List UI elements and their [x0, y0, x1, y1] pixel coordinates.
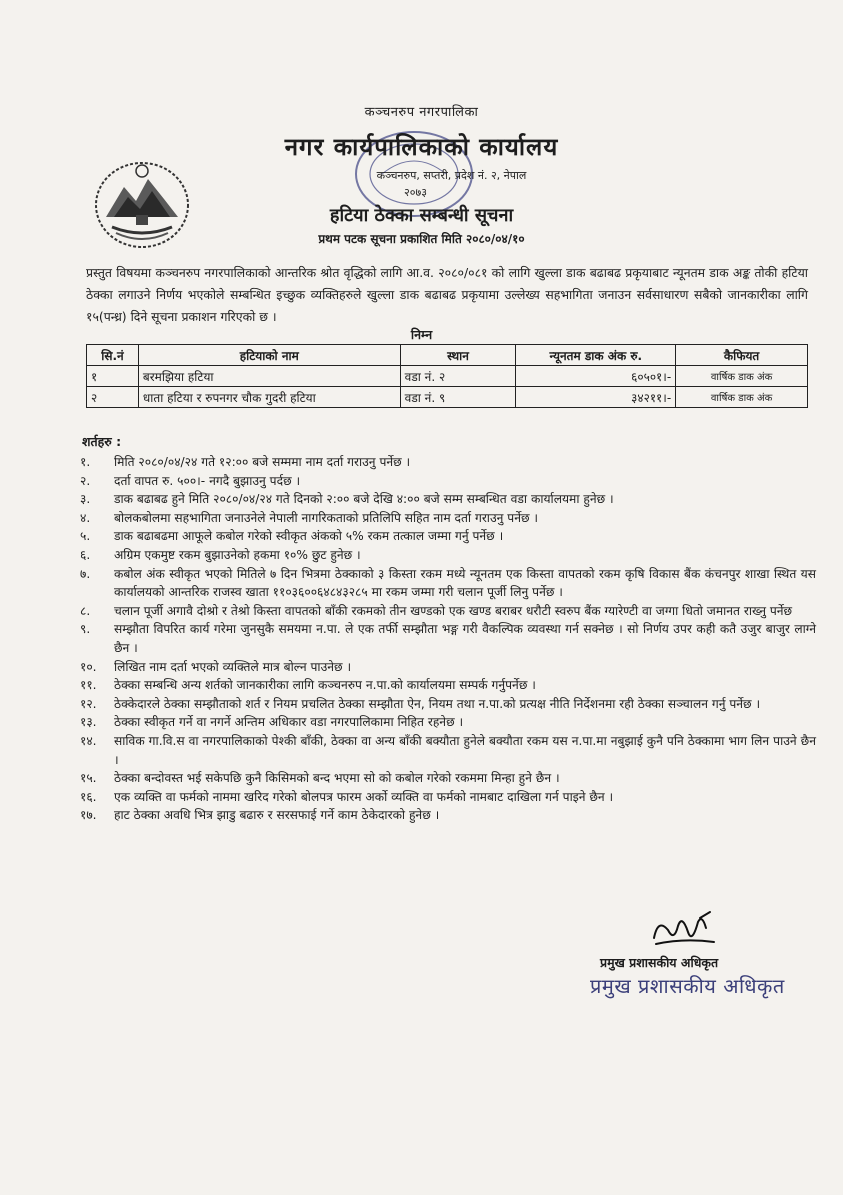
list-item: [80, 509, 816, 528]
list-item: [80, 658, 816, 677]
term-number: ८.: [80, 603, 91, 618]
list-item: [80, 695, 816, 714]
term-text: सम्झौता विपरित कार्य गरेमा जुनसुकै समयमा न.पा. ले एक तर्फी सम्झौता भङ्ग गरी वैकल्पिक व्यवस्था गर्न सक्नेछ । सो निर्णय उपर कही कतै उजुर बाजुर लाग्ने छैन ।: [114, 622, 816, 655]
term-number: १४.: [80, 733, 97, 748]
term-number: १६.: [80, 789, 97, 804]
term-number: ९.: [80, 622, 91, 637]
term-number: ५.: [80, 529, 91, 544]
office-title: नगर कार्यपालिकाको कार्यालय: [284, 133, 559, 161]
municipality-name: कञ्चनरुप नगरपालिका: [364, 105, 479, 120]
cell-location: वडा नं. ९: [400, 387, 516, 408]
hatiya-table: [86, 344, 808, 408]
term-number: ४.: [80, 510, 91, 525]
term-number: २.: [80, 473, 91, 488]
term-number: ३.: [80, 492, 91, 507]
term-number: ६.: [80, 547, 91, 562]
office-address: कञ्चनरुप, सप्तरी, प्रदेश नं. २, नेपाल: [376, 169, 527, 182]
table-caption: निम्न: [410, 327, 433, 342]
term-number: ७.: [80, 566, 91, 581]
header-min-bid: न्यूनतम डाक अंक रु.: [516, 345, 676, 366]
term-text: ठेक्केदारले ठेक्का सम्झौताको शर्त र नियम प्रचलित ठेक्का सम्झौता ऐन, नियम तथा न.पा.को प्रत्यक्ष नीति निर्देशनमा रही ठेक्का सञ्चालन गर्नु पर्नेछ ।: [114, 696, 761, 711]
list-item: [80, 806, 816, 825]
list-item: [80, 620, 816, 657]
notice-subject: हटिया ठेक्का सम्बन्धी सूचना: [329, 205, 514, 226]
term-number: ११.: [80, 678, 97, 693]
term-text: मिति २०८०/०४/२४ गते १२:०० बजे सम्ममा नाम दर्ता गराउनु पर्नेछ ।: [114, 455, 411, 469]
term-text: डाक बढाबढ हुने मिति २०८०/०४/२४ गते दिनको २:०० बजे देखि ४:०० बजे सम्म सम्बन्धित वडा कार्यालयमा हुनेछ ।: [114, 492, 614, 507]
list-item: [80, 788, 816, 807]
signatory-title: प्रमुख प्रशासकीय अधिकृत: [600, 955, 719, 970]
cell-serial: १: [87, 366, 139, 387]
term-text: ठेक्का बन्दोवस्त भई सकेपछि कुनै किसिमको बन्द भएमा सो को कबोल गरेको रकममा मिन्हा हुने छैन ।: [114, 771, 560, 786]
established-year: २०७३: [404, 186, 427, 199]
list-item: [80, 676, 816, 695]
term-text: साविक गा.वि.स वा नगरपालिकाको पेश्की बाँकी, ठेक्का वा अन्य बाँकी बक्यौता हुनेले बक्यौता रकम यस न.पा.मा नबुझाई कुनै पनि ठेक्कामा भाग लिन पाउने छैन ।: [114, 733, 816, 767]
cell-remarks: वार्षिक डाक अंक: [676, 387, 808, 408]
header-location: स्थान: [400, 345, 516, 366]
signatory-stamp: प्रमुख प्रशासकीय अधिकृत: [590, 974, 785, 998]
publish-date: प्रथम पटक सूचना प्रकाशित मिति २०८०/०४/१०: [318, 232, 525, 246]
term-text: दर्ता वापत रु. ५००।- नगदै बुझाउनु पर्दछ ।: [114, 473, 301, 488]
handwritten-signature: [648, 908, 720, 954]
term-number: १२.: [80, 696, 97, 711]
term-text: चलान पूर्जी अगावै दोश्रो र तेश्रो किस्ता वापतको बाँकी रकमको तीन खण्डको एक खण्ड बराबर धरौटी स्वरुप बैंक ग्यारेण्टी वा जग्गा धितो जमानत राख्नु पर्नेछ: [114, 603, 793, 618]
list-item: [80, 546, 816, 565]
cell-remarks: वार्षिक डाक अंक: [676, 366, 808, 387]
term-text: बोलकबोलमा सहभागिता जनाउनेले नेपाली नागरिकताको प्रतिलिपि सहित नाम दर्ता गराउनु पर्नेछ ।: [114, 510, 538, 525]
list-item: [80, 602, 816, 621]
term-number: १०.: [80, 659, 97, 674]
header-remarks: कैफियत: [676, 345, 808, 366]
list-item: [80, 527, 816, 546]
header-hatiya-name: हटियाको नाम: [138, 345, 400, 366]
list-item: [80, 453, 816, 472]
terms-list: [80, 453, 816, 825]
list-item: [80, 490, 816, 509]
cell-min-bid: ३४२११।-: [516, 387, 676, 408]
term-text: कबोल अंक स्वीकृत भएको मितिले ७ दिन भित्रमा ठेक्काको ३ किस्ता रकम मध्ये न्यूनतम एक किस्ता वापतको रकम कृषि विकास बैंक कंचनपुर शाखा स्थित यस कार्यालयको आन्तरिक राजस्व खाता ११०३६००६४८४३२८५ मा रकम जम्मा गरी चलान पूर्जी लिनु पर्नेछ ।: [114, 566, 816, 600]
list-item: [80, 565, 816, 602]
cell-hatiya-name: धाता हटिया र रुपनगर चौक गुदरी हटिया: [138, 387, 400, 408]
term-text: डाक बढाबढमा आफूले कबोल गरेको स्वीकृत अंकको ५% रकम तत्काल जम्मा गर्नु पर्नेछ ।: [114, 529, 504, 544]
list-item: [80, 713, 816, 732]
terms-heading: शर्तहरु :: [82, 434, 122, 449]
cell-min-bid: ६०५०१।-: [516, 366, 676, 387]
intro-paragraph: प्रस्तुत विषयमा कञ्चनरुप नगरपालिकाको आन्तरिक श्रोत वृद्धिको लागि आ.व. २०८०/०८१ को लागि खुल्ला डाक बढाबढ प्रकृयाबाट न्यूनतम डाक अङ्क तोकी हटिया ठेक्का लगाउने निर्णय भएकोले सम्बन्धित इच्छुक व्यक्तिहरुले खुल्ला डाक बढाबढ प्रकृयामा उल्लेख्य सहभागिता जनाउन सर्वसाधारण सबैको जानकारीका लागि १५(पन्ध्र) दिने सूचना प्रकाशन गरिएको छ ।: [86, 265, 808, 324]
cell-serial: २: [87, 387, 139, 408]
cell-hatiya-name: बरमझिया हटिया: [138, 366, 400, 387]
table-header-row: [87, 345, 808, 366]
list-item: [80, 472, 816, 491]
term-number: १३.: [80, 715, 97, 730]
term-text: हाट ठेक्का अवधि भित्र झाडु बढारु र सरसफाई गर्ने काम ठेकेदारको हुनेछ ।: [114, 808, 440, 823]
cell-location: वडा नं. २: [400, 366, 516, 387]
term-text: अग्रिम एकमुष्ट रकम बुझाउनेको हकमा १०% छुट हुनेछ ।: [114, 547, 361, 562]
header-serial: सि.नं: [87, 345, 139, 366]
term-text: एक व्यक्ति वा फर्मको नाममा खरिद गरेको बोलपत्र फारम अर्को व्यक्ति वा फर्मको नामबाट दाखिला गर्न पाइने छैन ।: [114, 789, 614, 804]
table-row: [87, 366, 808, 387]
list-item: [80, 732, 816, 769]
term-text: ठेक्का स्वीकृत गर्ने वा नगर्ने अन्तिम अधिकार वडा नगरपालिकामा निहित रहनेछ ।: [114, 715, 464, 730]
term-number: १५.: [80, 771, 97, 786]
term-number: १.: [80, 455, 91, 469]
term-text: ठेक्का सम्बन्धि अन्य शर्तको जानकारीका लागि कञ्चनरुप न.पा.को कार्यालयमा सम्पर्क गर्नुपर्नेछ ।: [114, 678, 536, 693]
term-number: १७.: [80, 808, 97, 823]
term-text: लिखित नाम दर्ता भएको व्यक्तिले मात्र बोल्न पाउनेछ ।: [114, 659, 352, 674]
table-row: [87, 387, 808, 408]
list-item: [80, 769, 816, 788]
